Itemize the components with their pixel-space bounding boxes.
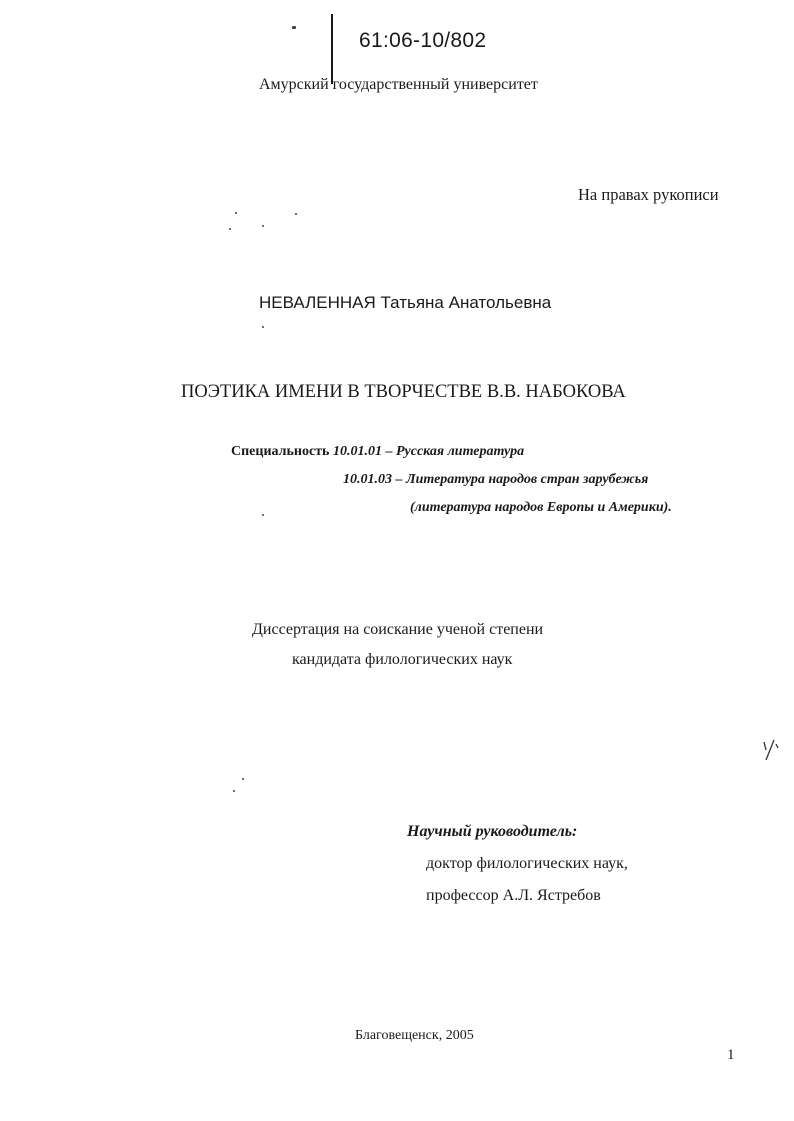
degree-line-2: кандидата филологических наук — [292, 651, 513, 668]
degree-line-1: Диссертация на соискание ученой степени — [252, 621, 544, 638]
advisor-degree: доктор филологических наук, — [426, 855, 628, 872]
scan-speck — [242, 778, 244, 780]
institution-name: Амурский государственный университет — [259, 76, 538, 93]
scan-speck — [262, 225, 264, 227]
scan-speck — [235, 212, 237, 214]
scan-speck — [295, 213, 297, 215]
advisor-label: Научный руководитель: — [407, 823, 578, 840]
rights-note: На правах рукописи — [578, 185, 719, 204]
scan-speck — [292, 26, 296, 29]
margin-mark-icon — [760, 738, 782, 764]
scan-speck — [229, 228, 231, 230]
specialty-line-2: 10.01.03 – Литература народов стран зарубежья — [343, 472, 649, 487]
scan-speck — [233, 790, 235, 792]
advisor-name: профессор А.Л. Ястребов — [426, 887, 601, 904]
author-name: НЕВАЛЕННАЯ Татьяна Анатольевна — [259, 293, 552, 312]
specialty-line-1 — [231, 444, 524, 460]
scan-speck — [262, 514, 264, 516]
specialty-line-3: (литература народов Европы и Америки). — [410, 500, 672, 515]
page-number: 1 — [727, 1047, 735, 1063]
specialty-code-1: 10.01.01 – Русская литература — [332, 444, 525, 459]
dissertation-title: ПОЭТИКА ИМЕНИ В ТВОРЧЕСТВЕ В.В. НАБОКОВА — [181, 382, 626, 402]
catalog-number: 61:06-10/802 — [359, 29, 487, 52]
scan-margin-line — [331, 14, 333, 84]
place-and-year: Благовещенск, 2005 — [355, 1028, 474, 1043]
scan-speck — [262, 326, 264, 328]
specialty-label: Специальность — [231, 444, 330, 459]
